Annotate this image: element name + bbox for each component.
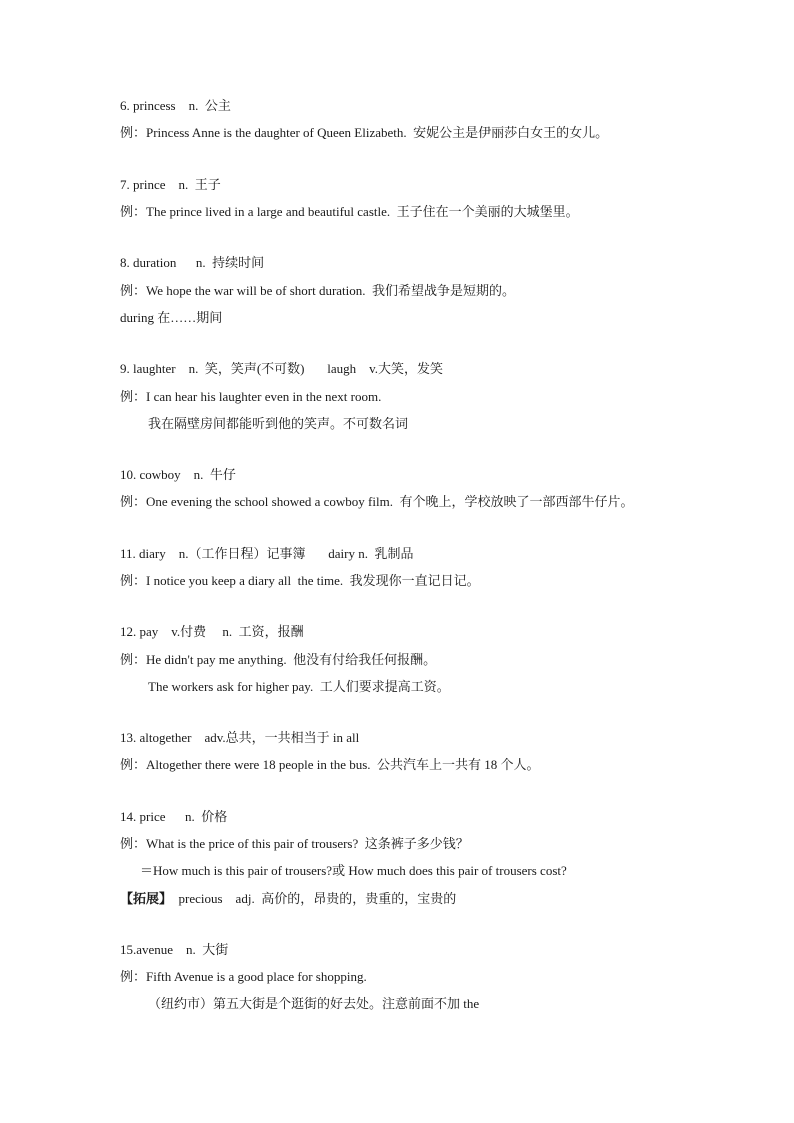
entry-head-princess: 6. princess n. 公主 <box>120 98 231 113</box>
extension-precious <box>120 891 456 907</box>
example-prince: 例：The prince lived in a large and beautiful castle. 王子住在一个美丽的大城堡里。 <box>120 204 579 219</box>
example-price: 例：What is the price of this pair of trousers? 这条裤子多少钱？ <box>120 836 469 851</box>
example-avenue: 例：Fifth Avenue is a good place for shopping. <box>120 969 367 984</box>
entry-head-cowboy: 10. cowboy n. 牛仔 <box>120 467 236 482</box>
entry-head-avenue: 15.avenue n. 大街 <box>120 942 229 957</box>
example-price-equivalent: ＝How much is this pair of trousers?或 How much does this pair of trousers cost? <box>140 863 567 878</box>
extension-label: 【拓展】 <box>120 891 173 906</box>
entry-head-laughter: 9. laughter n. 笑，笑声(不可数) laugh v.大笑，发笑 <box>120 361 444 376</box>
example-pay-2: The workers ask for higher pay. 工人们要求提高工资。 <box>148 679 450 694</box>
example-duration: 例：We hope the war will be of short duration. 我们希望战争是短期的。 <box>120 283 516 298</box>
example-cowboy: 例：One evening the school showed a cowboy film. 有个晚上，学校放映了一部西部牛仔片。 <box>120 494 634 509</box>
entry-head-price: 14. price n. 价格 <box>120 809 228 824</box>
example-altogether: 例：Altogether there were 18 people in the bus. 公共汽车上一共有 18 个人。 <box>120 757 540 772</box>
entry-head-pay: 12. pay v.付费 n. 工资，报酬 <box>120 624 304 639</box>
example-avenue-translation: （纽约市）第五大街是个逛街的好去处。注意前面不加 the <box>148 996 480 1011</box>
note-during: during 在……期间 <box>120 310 223 325</box>
example-pay: 例：He didn't pay me anything. 他没有付给我任何报酬。 <box>120 652 437 667</box>
extension-text: precious adj. 高价的，昂贵的，贵重的，宝贵的 <box>172 891 457 906</box>
example-laughter-translation: 我在隔壁房间都能听到他的笑声。不可数名词 <box>148 416 409 431</box>
example-laughter: 例：I can hear his laughter even in the next room. <box>120 389 382 404</box>
entry-head-diary: 11. diary n.（工作日程）记事簿 dairy n. 乳制品 <box>120 546 414 561</box>
entry-head-prince: 7. prince n. 王子 <box>120 177 221 192</box>
example-princess: 例：Princess Anne is the daughter of Queen Elizabeth. 安妮公主是伊丽莎白女王的女儿。 <box>120 125 609 140</box>
entry-head-duration: 8. duration n. 持续时间 <box>120 255 265 270</box>
entry-head-altogether: 13. altogether adv.总共，一共相当于 in all <box>120 730 360 745</box>
example-diary: 例：I notice you keep a diary all the time. 我发现你一直记日记。 <box>120 573 480 588</box>
